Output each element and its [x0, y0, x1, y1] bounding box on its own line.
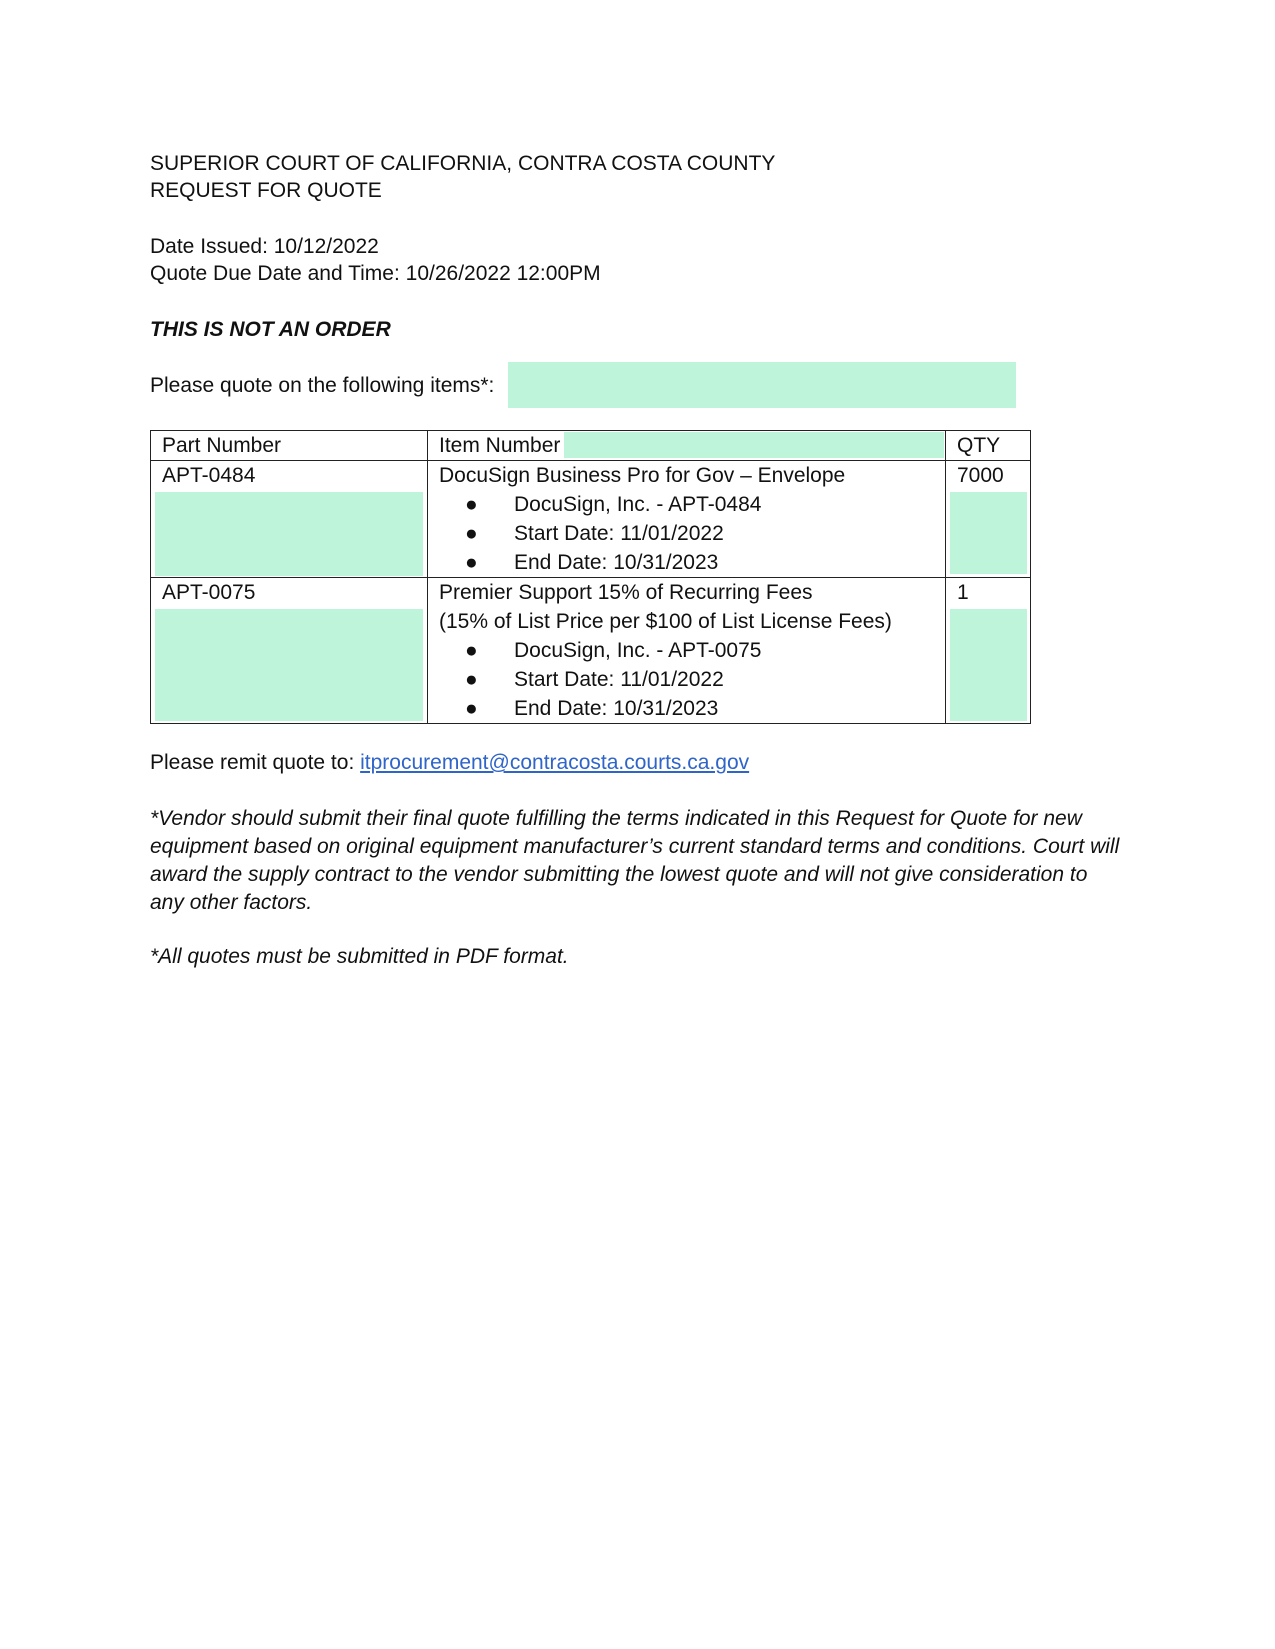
- bullet-icon: ●: [465, 668, 478, 691]
- document-title: REQUEST FOR QUOTE: [150, 179, 382, 202]
- qty-value: 1: [957, 581, 969, 604]
- list-item: ● End Date: 10/31/2023: [428, 694, 945, 723]
- list-item: ● DocuSign, Inc. - APT-0075: [428, 636, 945, 665]
- vendor-terms-footnote: *Vendor should submit their final quote fulfilling the terms indicated in this Request for Quote for new equipment based on original equipment manufacturer’s current standard terms and conditions. Court will award the supply contract to the vendor submitting the lowest quote and will not give consideration to any other factors.: [150, 807, 1120, 914]
- header-item-number: Item Number: [439, 434, 561, 457]
- remit-label: Please remit quote to:: [150, 751, 361, 774]
- redaction-highlight: [950, 492, 1027, 574]
- qty-value: 7000: [957, 464, 1004, 487]
- qty-cell: [946, 461, 1031, 578]
- quote-due-date: Quote Due Date and Time: 10/26/2022 12:00PM: [150, 262, 601, 285]
- header-cell-item-number: [428, 431, 946, 461]
- bullet-icon: ●: [465, 639, 478, 662]
- pdf-format-footnote: *All quotes must be submitted in PDF format.: [150, 945, 569, 968]
- list-item: ● Start Date: 11/01/2022: [428, 519, 945, 548]
- part-number: APT-0075: [162, 581, 256, 604]
- table-row: [151, 578, 1031, 724]
- header-cell-part-number: [151, 431, 428, 461]
- bullet-icon: ●: [465, 697, 478, 720]
- court-name: SUPERIOR COURT OF CALIFORNIA, CONTRA COSTA COUNTY: [150, 152, 776, 175]
- items-table: [150, 430, 1031, 724]
- quote-prompt: Please quote on the following items*:: [150, 374, 495, 397]
- table-header-row: [151, 431, 1031, 461]
- item-details-list: [428, 490, 945, 577]
- remit-email-link[interactable]: itprocurement@contracosta.courts.ca.gov: [360, 751, 750, 774]
- redaction-highlight: [155, 492, 423, 576]
- bullet-icon: ●: [465, 551, 478, 574]
- redaction-highlight: [950, 609, 1027, 721]
- table-row: [151, 461, 1031, 578]
- item-description-cell: [428, 578, 946, 724]
- item-description-cell: [428, 461, 946, 578]
- item-description: Premier Support 15% of Recurring Fees: [439, 581, 813, 604]
- bullet-icon: ●: [465, 493, 478, 516]
- header-cell-qty: [946, 431, 1031, 461]
- list-item: ● Start Date: 11/01/2022: [428, 665, 945, 694]
- part-number: APT-0484: [162, 464, 256, 487]
- item-details-list: [428, 636, 945, 723]
- header-qty: QTY: [957, 434, 1001, 457]
- item-description-detail: (15% of List Price per $100 of List License Fees): [439, 610, 892, 633]
- qty-cell: [946, 578, 1031, 724]
- list-item: ● End Date: 10/31/2023: [428, 548, 945, 577]
- date-issued: Date Issued: 10/12/2022: [150, 235, 379, 258]
- part-number-cell: [151, 578, 428, 724]
- bullet-icon: ●: [465, 522, 478, 545]
- part-number-cell: [151, 461, 428, 578]
- redaction-highlight: [508, 362, 1016, 408]
- header-part-number: Part Number: [162, 434, 282, 457]
- item-description: DocuSign Business Pro for Gov – Envelope: [439, 464, 846, 487]
- redaction-highlight: [155, 609, 423, 721]
- list-item: ● DocuSign, Inc. - APT-0484: [428, 490, 945, 519]
- not-an-order-notice: THIS IS NOT AN ORDER: [150, 318, 391, 341]
- remit-line: [150, 749, 749, 777]
